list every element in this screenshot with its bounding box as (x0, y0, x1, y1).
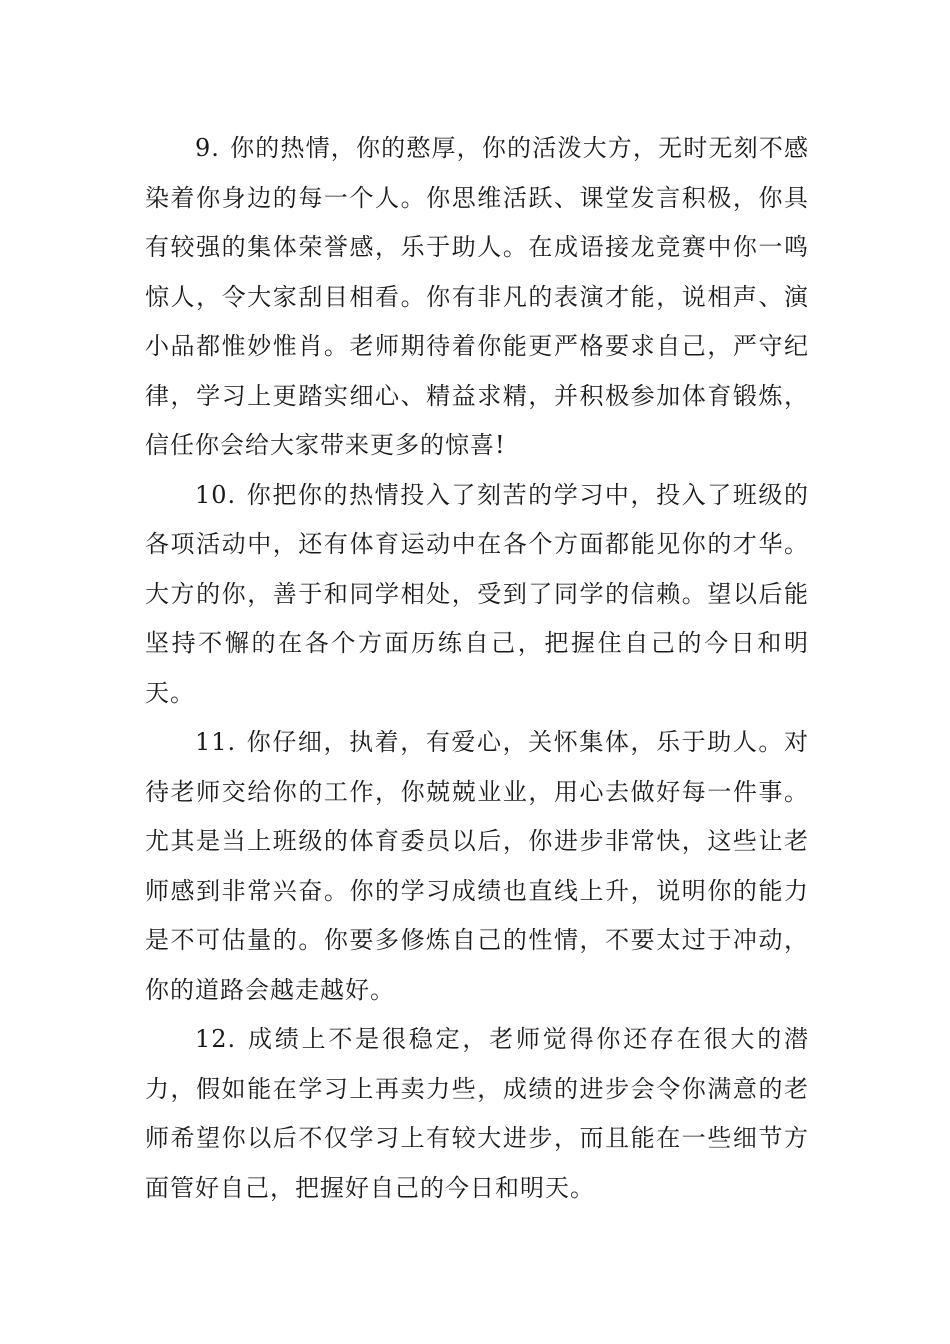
paragraph-11 (145, 718, 809, 1015)
paragraph-number: 11. (195, 728, 237, 756)
document-body (145, 124, 809, 1213)
paragraph-12 (145, 1015, 809, 1213)
paragraph-number: 9. (195, 134, 220, 162)
paragraph-text: 你仔细，执着，有爱心，关怀集体，乐于助人。对待老师交给你的工作，你兢兢业业，用心去做好每一件事。尤其是当上班级的体育委员以后，你进步非常快，这些让老师感到非常兴奋。你的学习成绩也直线上升，说明你的能力是不可估量的。你要多修炼自己的性情，不要太过于冲动，你的道路会越走越好。 (145, 728, 809, 1004)
paragraph-text: 你把你的热情投入了刻苦的学习中，投入了班级的各项活动中，还有体育运动中在各个方面都能见你的才华。大方的你，善于和同学相处，受到了同学的信赖。望以后能坚持不懈的在各个方面历练自己，把握住自己的今日和明天。 (145, 480, 809, 707)
paragraph-text: 你的热情，你的憨厚，你的活泼大方，无时无刻不感染着你身边的每一个人。你思维活跃、课堂发言积极，你具有较强的集体荣誉感，乐于助人。在成语接龙竞赛中你一鸣惊人，令大家刮目相看。你有非凡的表演才能，说相声、演小品都惟妙惟肖。老师期待着你能更严格要求自己，严守纪律，学习上更踏实细心、精益求精，并积极参加体育锻炼，信任你会给大家带来更多的惊喜! (145, 134, 809, 459)
paragraph-number: 12. (195, 1025, 237, 1053)
paragraph-text: 成绩上不是很稳定，老师觉得你还存在很大的潜力，假如能在学习上再卖力些，成绩的进步会令你满意的老师希望你以后不仅学习上有较大进步，而且能在一些细节方面管好自己，把握好自己的今日和明天。 (145, 1025, 809, 1202)
paragraph-9 (145, 124, 809, 471)
paragraph-number: 10. (195, 480, 237, 509)
paragraph-10 (145, 471, 809, 719)
